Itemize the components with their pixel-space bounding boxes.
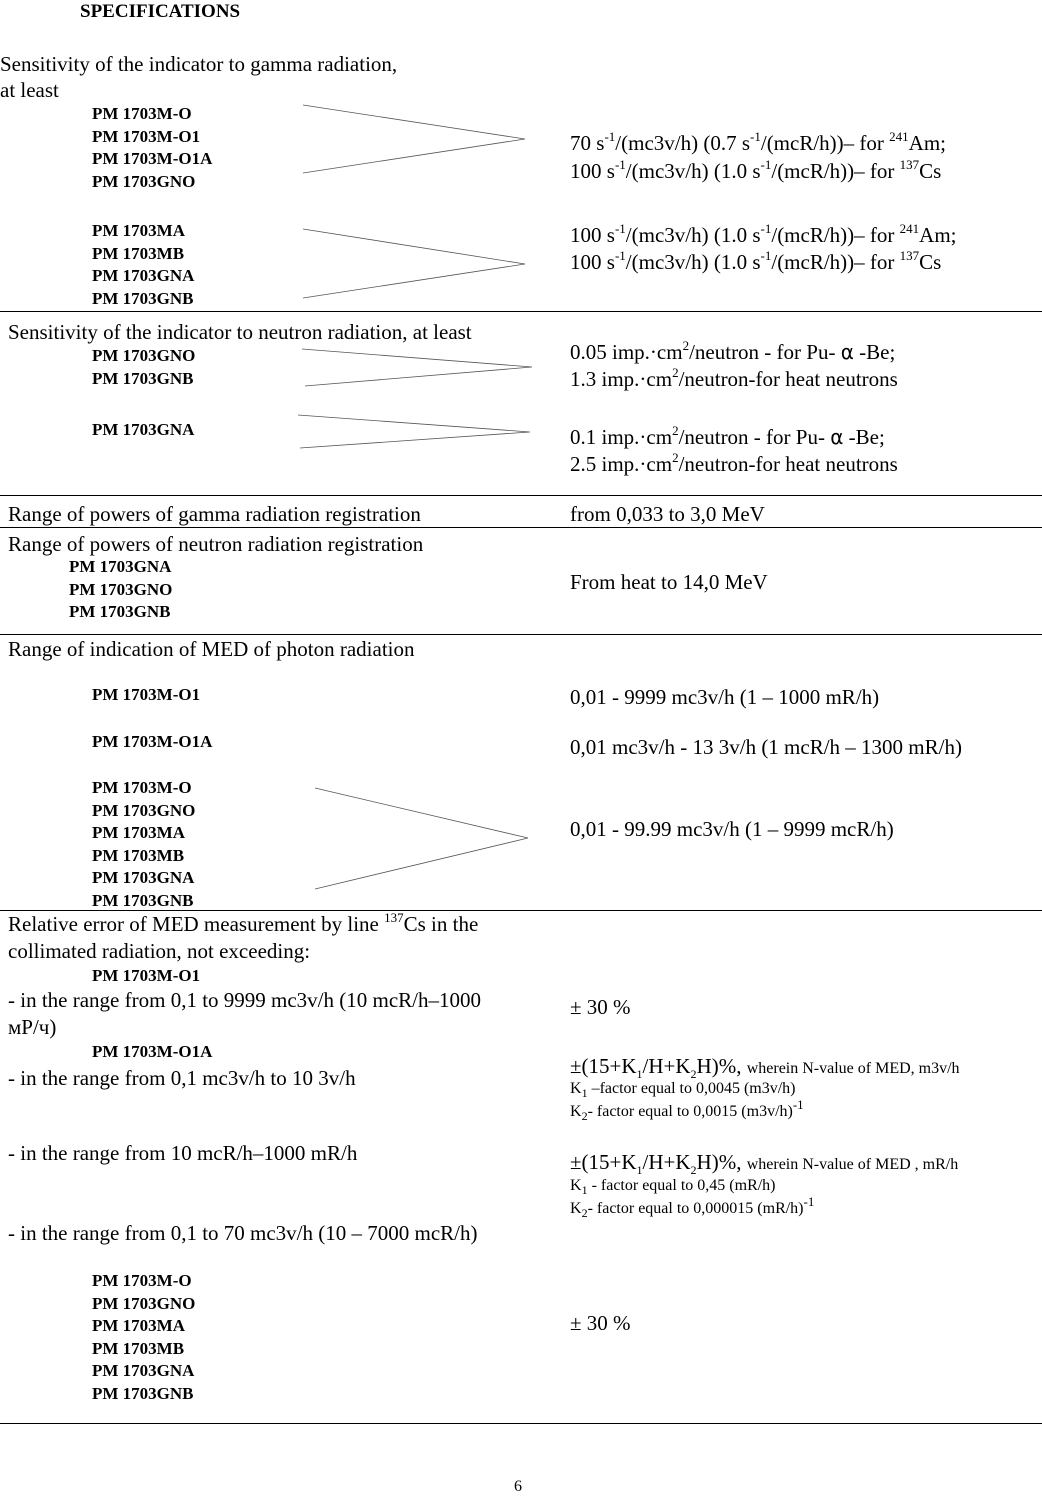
bracket-line — [315, 788, 528, 889]
error-range2: - in the range from 0,1 mc3v/h to 10 3v/h — [8, 1066, 356, 1090]
error-k2-factor-a: $K_2-$ factor equal to 0,0015 $(m3v/h)^{-1}$ — [570, 1096, 804, 1124]
gamma-range-label: Range of powers of gamma radiation registration — [8, 502, 421, 526]
med-range-value-o1a: 0,01 mc3v/h - 13 3v/h (1 mcR/h – 1300 mR/h) — [570, 735, 962, 759]
model-name: PM 1703GNA — [69, 557, 172, 576]
model-name: PM 1703GNB — [92, 1383, 194, 1403]
model-name: PM 1703GNB — [92, 368, 194, 388]
gamma-range-value: from 0,033 to 3,0 MeV — [570, 502, 765, 526]
neutron-group1-value-pube: 0.05 $imp.\cdot cm^2$/neutron - for Pu- α -Be; — [570, 338, 896, 364]
model-name: PM 1703M-O — [92, 778, 192, 797]
bracket-line — [302, 349, 532, 386]
model-name: PM 1703MB — [92, 1338, 185, 1358]
neutron-group2-value-pube: 0.1 $imp.\cdot cm^2$/neutron - for Pu- α -Be; — [570, 423, 885, 449]
model-name: PM 1703M-O — [92, 1271, 192, 1290]
gamma-sensitivity-label-1: Sensitivity of the indicator to gamma radiation, — [0, 52, 398, 76]
neutron-range-value: From heat to 14,0 MeV — [570, 570, 768, 594]
model-name: PM 1703GNO — [92, 1293, 196, 1313]
model-name: PM 1703MB — [92, 845, 185, 865]
relative-error-label-2: collimated radiation, not exceeding: — [8, 939, 311, 963]
neutron-range-label: Range of powers of neutron radiation registration — [8, 532, 424, 556]
neutron-sensitivity-label: Sensitivity of the indicator to neutron radiation, at least — [8, 320, 472, 344]
error-k2-factor-b: $K_2-$ factor equal to 0,000015 $(mR/h)^{-1}$ — [570, 1193, 815, 1221]
model-name: PM 1703GNA — [92, 420, 195, 439]
model-name: PM 1703GNO — [92, 800, 196, 820]
model-name: PM 1703GNA — [92, 266, 195, 285]
bracket-line — [303, 105, 525, 173]
model-name: PM 1703GNO — [69, 579, 173, 599]
error-group-value: ± 30 % — [570, 1311, 631, 1335]
error-range1-line2: мР/ч) — [8, 1015, 57, 1039]
model-name: PM 1703MA — [92, 221, 186, 240]
model-name: PM 1703MB — [92, 243, 185, 263]
model-name: PM 1703M-O1A — [92, 732, 213, 751]
model-name: PM 1703GNA — [92, 1361, 195, 1380]
model-name: PM 1703GNB — [92, 890, 194, 910]
model-name: PM 1703GNO — [92, 171, 196, 191]
gamma-group2-value-am: 100 $s^{-1}/(mc3v/h)$ (1.0 $s^{-1}/(mcR/h))-$ for $^{241}$Am; — [570, 221, 957, 247]
error-formula-2: $\pm(15+K_1/H+K_2H)\%$, wherein N-value of MED , mR/h — [570, 1150, 959, 1178]
med-range-group-value: 0,01 - 99.99 mc3v/h (1 – 9999 mcR/h) — [570, 817, 894, 841]
model-name: PM 1703GNB — [69, 602, 171, 621]
model-name: PM 1703MA — [92, 823, 186, 842]
relative-error-label-1: Relative error of MED measurement by line $^{137}$Cs in the — [8, 910, 479, 936]
neutron-group2-value-heat: 2.5 $imp.\cdot cm^2/neutron$-for heat neutrons — [570, 450, 898, 476]
gamma-group1-value-cs: 100 $s^{-1}/(mc3v/h)$ (1.0 $s^{-1}/(mcR/h))-$ for $^{137}$Cs — [570, 157, 942, 183]
model-name: PM 1703M-O1 — [92, 685, 201, 704]
med-range-value-o1: 0,01 - 9999 mc3v/h (1 – 1000 mR/h) — [570, 685, 880, 709]
error-range3: - in the range from 10 mcR/h–1000 mR/h — [8, 1141, 358, 1165]
bracket-line — [303, 229, 525, 298]
model-name: PM 1703M-O — [92, 104, 192, 123]
error-k1-factor-a: $K_1$ –factor equal to 0,0045 (m3v/h) — [570, 1080, 796, 1101]
model-name: PM 1703M-O1 — [92, 966, 201, 985]
gamma-group1-value-am: 70 $s^{-1}/(mc3v/h)$ (0.7 $s^{-1}/(mcR/h))-$ for $^{241}$Am; — [570, 129, 946, 155]
error-range1-line1: - in the range from 0,1 to 9999 mc3v/h (10 mcR/h–1000 — [8, 988, 482, 1012]
bracket-line — [298, 415, 530, 448]
model-name: PM 1703GNB — [92, 288, 194, 308]
error-value-o1: ± 30 % — [570, 995, 631, 1019]
gamma-group2-value-cs: 100 $s^{-1}/(mc3v/h)$ (1.0 $s^{-1}/(mcR/h))-$ for $^{137}$Cs — [570, 248, 942, 274]
page-title: SPECIFICATIONS — [80, 1, 241, 22]
page-number: 6 — [514, 1478, 522, 1495]
error-range4: - in the range from 0,1 to 70 mc3v/h (10 – 7000 mcR/h) — [8, 1221, 478, 1245]
error-formula-1: $\pm(15+K_1/H+K_2H)\%$, wherein N-value of MED, m3v/h — [570, 1054, 960, 1082]
model-name: PM 1703MA — [92, 1316, 186, 1335]
model-name: PM 1703GNO — [92, 346, 196, 365]
neutron-group1-value-heat: 1.3 $imp.\cdot cm^2/neutron$-for heat neutrons — [570, 365, 898, 391]
error-k1-factor-b: $K_1$ - factor equal to 0,45 (mR/h) — [570, 1177, 776, 1198]
model-name: PM 1703M-O1A — [92, 1042, 213, 1061]
med-range-label: Range of indication of MED of photon radiation — [8, 637, 415, 661]
model-name: PM 1703M-O1A — [92, 149, 213, 168]
model-name: PM 1703M-O1 — [92, 126, 201, 146]
gamma-sensitivity-label-2: at least — [0, 78, 59, 102]
model-name: PM 1703GNA — [92, 868, 195, 887]
